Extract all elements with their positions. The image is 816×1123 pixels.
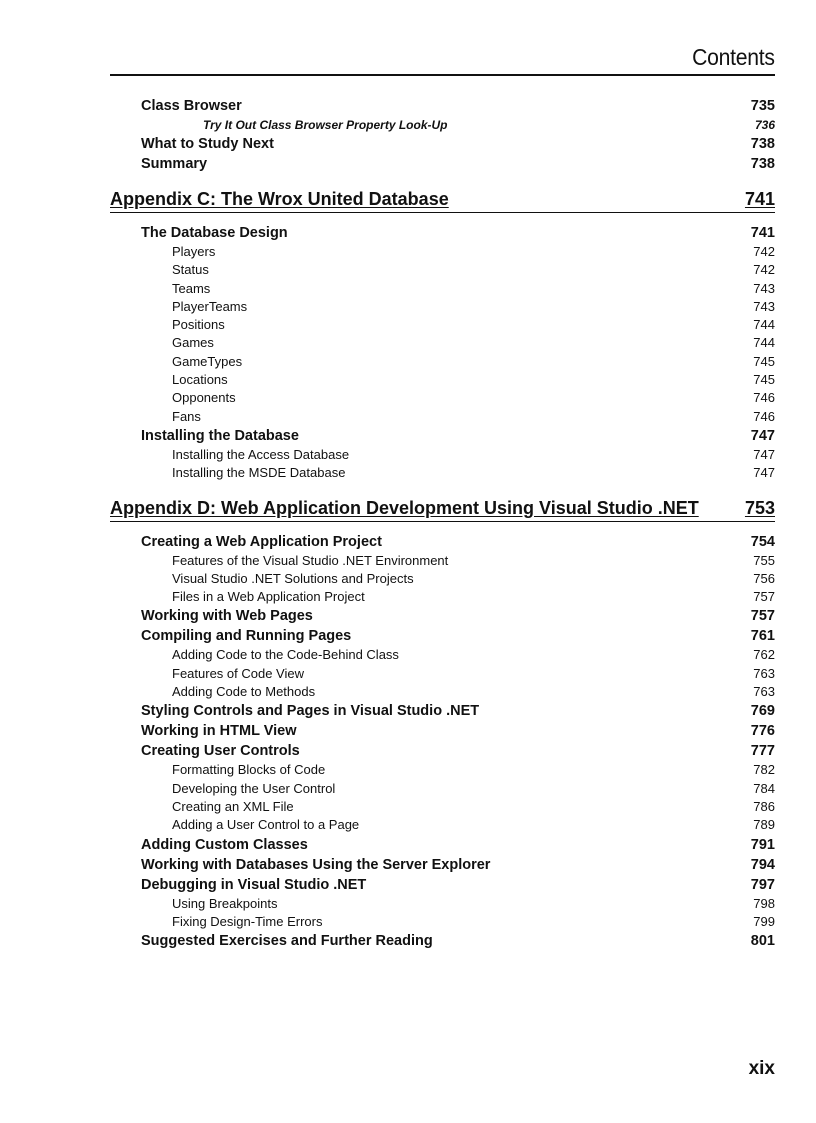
toc-entry[interactable] — [110, 875, 775, 895]
toc-entry[interactable] — [110, 532, 775, 552]
toc-entry[interactable] — [110, 835, 775, 855]
toc-entry-page: 745 — [753, 353, 775, 369]
toc-subentry[interactable] — [110, 895, 775, 913]
toc-entry[interactable] — [110, 223, 775, 243]
toc-entry[interactable] — [110, 626, 775, 646]
toc-entry-label: Adding Code to the Code-Behind Class — [172, 647, 399, 663]
toc-entry-page: 754 — [750, 533, 775, 550]
toc-entry[interactable] — [110, 741, 775, 761]
toc-entry-label: Teams — [172, 280, 211, 296]
toc-try-it-out[interactable] — [110, 116, 775, 134]
toc-entry[interactable] — [110, 154, 775, 174]
toc-entry-page: 738 — [750, 136, 775, 152]
toc-entry-label: What to Study Next — [141, 136, 274, 152]
toc-appendix-c[interactable] — [110, 186, 775, 213]
toc-entry-page: 798 — [753, 895, 775, 911]
toc-entry-label: GameTypes — [172, 353, 243, 369]
toc-entry-page: 763 — [753, 665, 775, 681]
toc-entry-page: 761 — [750, 628, 775, 645]
header-rule — [110, 74, 775, 76]
toc-entry-page: 755 — [753, 552, 775, 568]
toc-entry[interactable] — [110, 134, 775, 154]
toc-entry-label: Installing the Database — [141, 427, 299, 444]
toc-entry-label: Features of the Visual Studio .NET Environment — [172, 552, 449, 568]
toc-entry-label: Installing the Access Database — [172, 446, 350, 462]
toc-entry-label: Working in HTML View — [141, 723, 297, 740]
toc-subentry[interactable] — [110, 408, 775, 426]
toc-entry-label: Files in a Web Application Project — [172, 589, 365, 605]
toc-entry-label: Developing the User Control — [172, 780, 336, 796]
toc-subentry[interactable] — [110, 665, 775, 683]
toc-entry-page: 777 — [750, 743, 775, 760]
toc-entry-page: 776 — [750, 723, 775, 740]
toc-subentry[interactable] — [110, 570, 775, 588]
toc-entry-page: 784 — [753, 780, 775, 796]
page-header-title: Contents — [692, 44, 775, 70]
toc-subentry[interactable] — [110, 464, 775, 482]
toc-entry-page: 738 — [750, 156, 775, 172]
toc-entry-label: Styling Controls and Pages in Visual Studio .NET — [141, 703, 480, 720]
toc-appendix-page: 753 — [744, 497, 775, 518]
toc-subentry[interactable] — [110, 371, 775, 389]
toc-entry-page: 741 — [750, 225, 775, 241]
toc-subentry[interactable] — [110, 261, 775, 279]
toc-entry-page: 742 — [753, 262, 775, 278]
toc-entry-page: 743 — [753, 280, 775, 296]
toc-subentry[interactable] — [110, 646, 775, 664]
toc-subentry[interactable] — [110, 243, 775, 261]
toc-entry-page: 736 — [754, 118, 775, 132]
toc-subentry[interactable] — [110, 588, 775, 606]
toc-entry-page: 801 — [750, 933, 775, 950]
toc-appendix-label: Appendix C: The Wrox United Database — [110, 189, 449, 209]
toc-subentry[interactable] — [110, 816, 775, 834]
toc-entry[interactable] — [110, 96, 775, 116]
toc-entry-label: The Database Design — [141, 225, 288, 241]
toc-entry[interactable] — [110, 931, 775, 951]
toc-subentry[interactable] — [110, 298, 775, 316]
toc-entry-page: 744 — [753, 335, 775, 351]
toc-entry-label: Players — [172, 244, 216, 259]
toc-entry[interactable] — [110, 701, 775, 721]
toc-entry-page: 744 — [753, 317, 775, 333]
toc-subentry[interactable] — [110, 798, 775, 816]
toc-entry-page: 756 — [753, 570, 775, 586]
toc-subentry[interactable] — [110, 761, 775, 779]
toc-subentry[interactable] — [110, 446, 775, 464]
toc-entry-page: 757 — [750, 608, 775, 625]
toc-entry-page: 745 — [753, 372, 775, 388]
toc-entry-page: 762 — [753, 647, 775, 663]
toc-entry-page: 735 — [750, 98, 775, 114]
toc-entry-label: Positions — [172, 317, 225, 333]
toc-entry-label: Adding a User Control to a Page — [172, 817, 360, 833]
toc-entry-page: 782 — [753, 762, 775, 778]
toc-entry-label: Creating User Controls — [141, 743, 300, 760]
toc-subentry[interactable] — [110, 316, 775, 334]
toc-entry-label: Debugging in Visual Studio .NET — [141, 876, 367, 893]
toc-subentry[interactable] — [110, 913, 775, 931]
toc-entry-page: 794 — [750, 856, 775, 873]
table-of-contents — [110, 96, 775, 951]
toc-subentry[interactable] — [110, 552, 775, 570]
toc-entry-label: Formatting Blocks of Code — [172, 762, 326, 778]
toc-entry-label: Compiling and Running Pages — [141, 628, 352, 645]
toc-entry-page: 791 — [750, 836, 775, 853]
toc-entry-page: 742 — [753, 244, 775, 259]
toc-entry-label: Fans — [172, 408, 201, 424]
toc-entry-label: Try It Out Class Browser Property Look-Up — [203, 118, 448, 132]
toc-subentry[interactable] — [110, 683, 775, 701]
toc-subentry[interactable] — [110, 334, 775, 352]
toc-subentry[interactable] — [110, 353, 775, 371]
toc-entry-page: 747 — [753, 446, 775, 462]
toc-entry-page: 797 — [750, 876, 775, 893]
toc-entry-label: Summary — [141, 156, 208, 172]
toc-entry-label: Class Browser — [141, 98, 242, 114]
toc-subentry[interactable] — [110, 780, 775, 798]
toc-entry-page: 743 — [753, 298, 775, 314]
toc-entry-label: Fixing Design-Time Errors — [172, 913, 323, 929]
toc-entry[interactable] — [110, 606, 775, 626]
toc-appendix-d[interactable] — [110, 495, 775, 522]
toc-entry-page: 799 — [753, 913, 775, 929]
toc-entry-label: Creating an XML File — [172, 798, 294, 814]
toc-entry[interactable] — [110, 426, 775, 446]
toc-entry-label: Using Breakpoints — [172, 895, 278, 911]
toc-entry-label: PlayerTeams — [172, 298, 248, 314]
toc-entry-label: Visual Studio .NET Solutions and Projects — [172, 570, 414, 586]
toc-entry-label: Status — [172, 262, 209, 278]
toc-entry-page: 746 — [753, 390, 775, 406]
toc-entry-page: 769 — [750, 703, 775, 720]
toc-entry-label: Suggested Exercises and Further Reading — [141, 933, 433, 950]
toc-entry-page: 747 — [753, 465, 775, 481]
toc-entry-page: 746 — [753, 408, 775, 424]
toc-subentry[interactable] — [110, 389, 775, 407]
toc-entry[interactable] — [110, 855, 775, 875]
toc-entry-label: Adding Code to Methods — [172, 684, 316, 700]
toc-entry-page: 789 — [753, 817, 775, 833]
toc-entry-label: Working with Web Pages — [141, 608, 313, 625]
toc-entry-label: Working with Databases Using the Server Explorer — [141, 856, 491, 873]
toc-entry-label: Installing the MSDE Database — [172, 465, 346, 481]
toc-entry-page: 763 — [753, 684, 775, 700]
toc-subentry[interactable] — [110, 280, 775, 298]
toc-entry-label: Opponents — [172, 390, 236, 406]
toc-entry-label: Adding Custom Classes — [141, 836, 308, 853]
toc-entry-label: Creating a Web Application Project — [141, 533, 382, 550]
toc-entry[interactable] — [110, 721, 775, 741]
toc-entry-page: 786 — [753, 798, 775, 814]
page-number: xix — [748, 1058, 775, 1079]
toc-appendix-page: 741 — [744, 189, 775, 209]
toc-entry-page: 747 — [750, 427, 775, 444]
toc-entry-label: Games — [172, 335, 214, 351]
toc-entry-label: Locations — [172, 372, 228, 388]
toc-entry-label: Features of Code View — [172, 665, 304, 681]
toc-entry-page: 757 — [753, 589, 775, 605]
toc-appendix-label: Appendix D: Web Application Development Using Visual Studio .NET — [110, 497, 699, 518]
